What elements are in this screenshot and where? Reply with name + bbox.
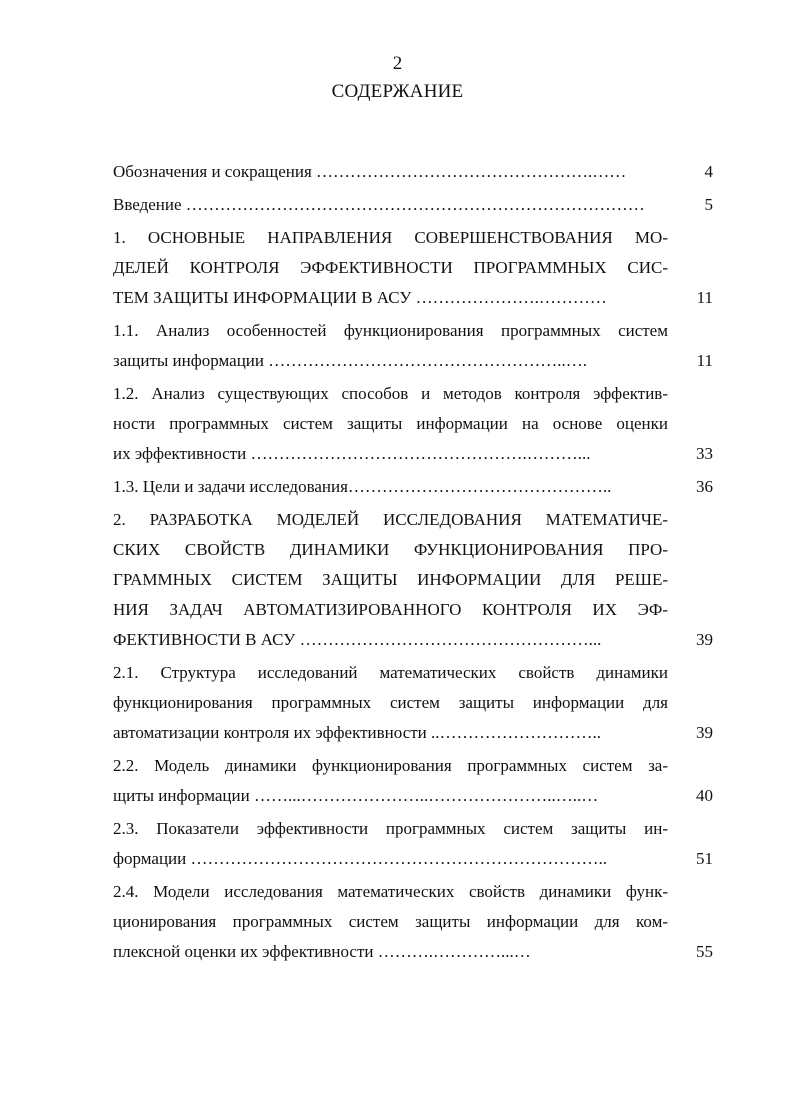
toc-line	[113, 688, 713, 718]
toc-entry	[113, 316, 713, 376]
toc-line-text: НИЯ ЗАДАЧ АВТОМАТИЗИРОВАННОГО КОНТРОЛЯ ИХ ЭФ-	[113, 600, 668, 619]
toc-line-text: щиты информации ……...…………………..…………………..…..…	[113, 786, 599, 805]
toc-line-text: ГРАММНЫХ СИСТЕМ ЗАЩИТЫ ИНФОРМАЦИИ ДЛЯ РЕШЕ-	[113, 570, 668, 589]
toc-entry	[113, 157, 713, 187]
toc-line-text: ности программных систем защиты информации на основе оценки	[113, 414, 668, 433]
toc-line-text: 1.1. Анализ особенностей функционирования программных систем	[113, 321, 668, 340]
toc-page-number: 5	[704, 195, 713, 214]
toc-line	[113, 283, 713, 313]
toc-line-text: Обозначения и сокращения ………………………………………….……	[113, 162, 627, 181]
page-number: 2	[392, 53, 403, 74]
toc-line-text: 2.2. Модель динамики функционирования программных систем за-	[113, 756, 668, 775]
toc-page-number: 33	[696, 444, 713, 463]
toc-entry	[113, 658, 713, 748]
toc-entry	[113, 223, 713, 313]
toc-line-text: 1. ОСНОВНЫЕ НАПРАВЛЕНИЯ СОВЕРШЕНСТВОВАНИЯ МО-	[113, 228, 668, 247]
toc-entry	[113, 505, 713, 655]
toc-line	[113, 751, 713, 781]
toc-entry	[113, 379, 713, 469]
toc-page-number: 11	[696, 288, 713, 307]
toc-line	[113, 718, 713, 748]
toc-line-text: 1.2. Анализ существующих способов и методов контроля эффектив-	[113, 384, 668, 403]
toc-line	[113, 439, 713, 469]
toc-page-number: 40	[696, 786, 713, 805]
toc-line	[113, 346, 713, 376]
toc-page-number: 36	[696, 477, 713, 496]
toc-line	[113, 595, 713, 625]
toc-line-text: формации ………………………………………………………………..	[113, 849, 607, 868]
toc-line	[113, 907, 713, 937]
toc-line	[113, 565, 713, 595]
toc-entry	[113, 190, 713, 220]
toc-line	[113, 658, 713, 688]
toc-line-text: Введение ………………………………………………………………………	[113, 195, 645, 214]
toc-line	[113, 844, 713, 874]
toc-page-number: 4	[704, 162, 713, 181]
toc-line-text: автоматизации контроля их эффективности ..………………………..	[113, 723, 602, 742]
toc-line	[113, 316, 713, 346]
toc-line-text: 2.4. Модели исследования математических свойств динамики функ-	[113, 882, 668, 901]
toc-line	[113, 379, 713, 409]
page-title: СОДЕРЖАНИЕ	[331, 81, 464, 102]
toc-line	[113, 223, 713, 253]
toc-line	[113, 157, 713, 187]
toc-line	[113, 535, 713, 565]
toc-line-text: 1.3. Цели и задачи исследования………………………………………..	[113, 477, 612, 496]
toc-line-text: ционирования программных систем защиты информации для ком-	[113, 912, 668, 931]
toc-line-text: их эффективности ………………………………………….………...	[113, 444, 591, 463]
toc-line-text: ДЕЛЕЙ КОНТРОЛЯ ЭФФЕКТИВНОСТИ ПРОГРАММНЫХ СИС-	[113, 258, 668, 277]
toc-line-text: функционирования программных систем защиты информации для	[113, 693, 668, 712]
toc-line	[113, 937, 713, 967]
toc-line	[113, 190, 713, 220]
toc-line	[113, 253, 713, 283]
table-of-contents	[113, 157, 713, 970]
toc-line-text: 2.1. Структура исследований математических свойств динамики	[113, 663, 668, 682]
toc-line-text: 2.3. Показатели эффективности программных систем защиты ин-	[113, 819, 668, 838]
toc-line-text: ФЕКТИВНОСТИ В АСУ ……………………………………………...	[113, 630, 602, 649]
toc-line	[113, 505, 713, 535]
toc-line	[113, 781, 713, 811]
toc-entry	[113, 751, 713, 811]
toc-entry	[113, 877, 713, 967]
toc-page-number: 51	[696, 849, 713, 868]
toc-line-text: 2. РАЗРАБОТКА МОДЕЛЕЙ ИССЛЕДОВАНИЯ МАТЕМАТИЧЕ-	[113, 510, 668, 529]
toc-line-text: защиты информации ……………………………………………..….	[113, 351, 587, 370]
toc-line-text: плексной оценки их эффективности ……….…………...…	[113, 942, 531, 961]
toc-line	[113, 472, 713, 502]
toc-entry	[113, 814, 713, 874]
toc-page-number: 11	[696, 351, 713, 370]
toc-line	[113, 625, 713, 655]
toc-entry	[113, 472, 713, 502]
toc-page-number: 55	[696, 942, 713, 961]
toc-page-number: 39	[696, 630, 713, 649]
toc-line	[113, 409, 713, 439]
toc-line-text: СКИХ СВОЙСТВ ДИНАМИКИ ФУНКЦИОНИРОВАНИЯ ПРО-	[113, 540, 668, 559]
toc-line-text: ТЕМ ЗАЩИТЫ ИНФОРМАЦИИ В АСУ ………………….…………	[113, 288, 607, 307]
toc-line	[113, 877, 713, 907]
toc-page-number: 39	[696, 723, 713, 742]
toc-line	[113, 814, 713, 844]
